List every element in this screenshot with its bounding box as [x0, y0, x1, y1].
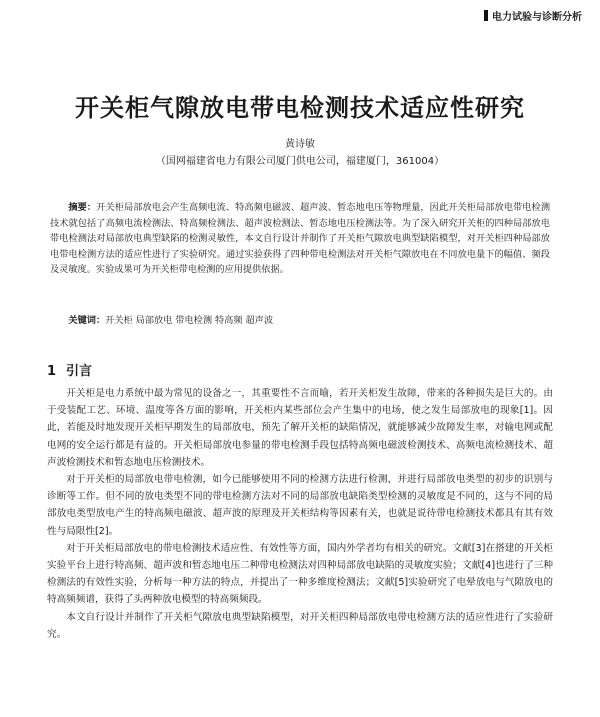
keywords	[50, 313, 550, 328]
section-number: 1	[47, 364, 57, 379]
abstract-label: 摘要：	[68, 202, 97, 213]
header-marker-icon	[484, 10, 488, 21]
abstract-text: 开关柜局部放电会产生高频电流、特高频电磁波、超声波、暂态地电压等物理量，因此开关柜局部放电带电检测技术就包括了高频电流检测法、特高频检测法、超声波检测法、暂态地电压检测法等。为了深入研究开关柜的四种局部放电带电检测法对局部放电典型缺陷的检测灵敏性，本文自行设计并制作了开关柜气隙放电典型缺陷模型，对开关柜四种局部放电带电检测方法的适应性进行了实验研究。通过实验获得了四种带电检测法对开关柜气隙放电在不同放电量下的幅值、频段及灵敏度。实验成果可为开关柜带电检测的应用提供依据。	[50, 202, 551, 276]
journal-header	[484, 8, 582, 23]
paragraph: 本文自行设计并制作了开关柜气隙放电典型缺陷模型，对开关柜四种局部放电带电检测方法的适应性进行了实验研究。	[47, 611, 553, 640]
journal-header-label: 电力试验与诊断分析	[492, 12, 582, 23]
paragraph: 对于开关柜的局部放电带电检测，如今已能够使用不同的检测方法进行检测，并进行局部放电类型的初步的识别与诊断等工作。但不同的放电类型不同的带电检测方法对不同的局部放电缺陷类型检测的灵敏度是不同的，这与不同的局部放电类型放电产生的特高频电磁波、超声波的原理及开关柜结构等因素有关，也就是说待带电检测技术都具有其有效性与局限性[2]。	[47, 474, 553, 537]
abstract	[50, 200, 550, 278]
affiliation: （国网福建省电力有限公司厦门供电公司，福建厦门，361004）	[155, 156, 445, 167]
paragraph: 开关柜是电力系统中最为常见的设备之一，其重要性不言而喻，若开关柜发生故障，带来的各种损失是巨大的。由于受装配工艺、环境、温度等各方面的影响，开关柜内某些部位会产生集中的电场，使之发生局部放电的现象[1]。因此，若能及时地发现开关柜早期发生的局部放电，预先了解开关柜的缺陷情况，就能够减少故障发生率，对输电网或配电网的安全运行都是有益的。开关柜局部放电参量的带电检测手段包括特高频电磁波检测技术、高频电流检测技术、超声波检测技术和暂态地电压检测技术。	[47, 388, 553, 468]
section-heading	[47, 360, 92, 379]
section-title: 引言	[66, 364, 93, 379]
keywords-text: 开关柜 局部放电 带电检测 特高频 超声波	[105, 315, 274, 326]
body-text	[47, 385, 553, 643]
paper-title: 开关柜气隙放电带电检测技术适应性研究	[75, 93, 525, 122]
paragraph: 对于开关柜局部放电的带电检测技术适应性、有效性等方面，国内外学者均有相关的研究。文献[3]在搭建的开关柜实验平台上进行特高频、超声波和暂态地电压二种带电检测法对四种局部放电缺陷的灵敏度实验；文献[4]也进行了三种检测法的有效性实验，分析每一种方法的特点，并提出了一种多维度检测法；文献[5]实验研究了电晕放电与气隙放电的特高频频谱，获得了头两种放电模型的特高频频段。	[47, 542, 553, 606]
author: 黄诗敏	[285, 139, 315, 150]
keywords-label: 关键词：	[68, 315, 106, 326]
